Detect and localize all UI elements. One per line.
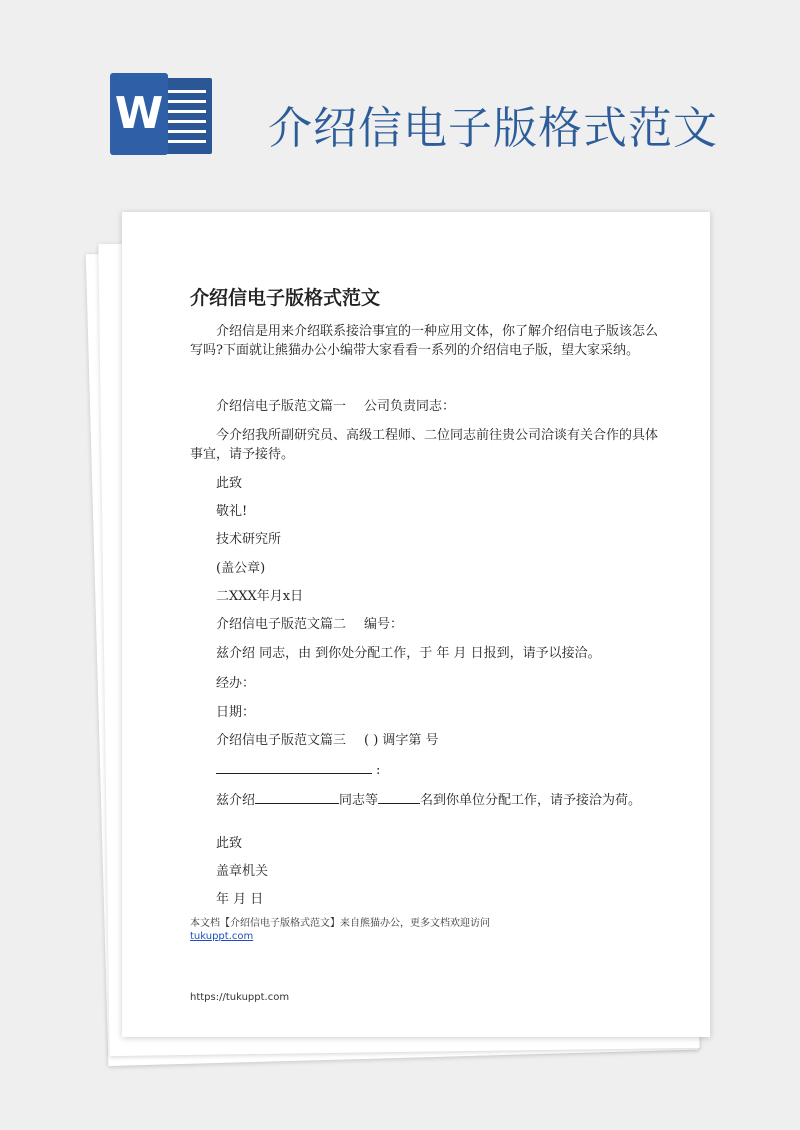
sample1-seal: (盖公章) — [216, 561, 266, 576]
name-blank — [255, 790, 339, 804]
intro-paragraph: 介绍信是用来介绍联系接洽事宜的一种应用文体，你了解介绍信电子版该怎么写吗?下面就让熊猫办公小编带大家看看一系列的介绍信电子版，望大家采纳。 — [190, 324, 659, 358]
source-note-text: 本文档【介绍信电子版格式范文】来自熊猫办公，更多文档欢迎访问 — [190, 918, 490, 929]
word-logo-icon: W — [110, 73, 168, 155]
sample2-body: 兹介绍 同志，由 到你处分配工作，于 年 月 日报到，请予以接洽。 — [216, 646, 601, 661]
sample3-closing: 此致 — [216, 836, 243, 851]
sample3-number: ( ) 调字第 号 — [364, 733, 439, 748]
sample3-seal: 盖章机关 — [216, 864, 269, 879]
recipient-blank — [216, 760, 372, 774]
sample2-heading-line — [216, 615, 403, 634]
sample1-closing2: 敬礼! — [216, 504, 248, 519]
sample2-heading: 介绍信电子版范文篇二 — [216, 617, 347, 632]
count-blank — [378, 790, 420, 804]
footer-url: https://tukuppt.com — [190, 992, 290, 1003]
sample2-handler: 经办： — [216, 676, 256, 691]
sample3-body-part3: 名到你单位分配工作，请予接洽为荷。 — [420, 793, 642, 808]
sample1-sender: 技术研究所 — [216, 532, 282, 547]
sample3-body-part1: 兹介绍 — [216, 793, 256, 808]
recipient-colon: : — [376, 763, 381, 778]
document-title: 介绍信电子版格式范文 — [190, 287, 381, 309]
sample1-heading-line — [216, 397, 455, 416]
sample2-date: 日期： — [216, 705, 256, 720]
sample3-heading: 介绍信电子版范文篇三 — [216, 733, 347, 748]
header-banner — [0, 0, 800, 200]
sample3-body — [190, 790, 660, 810]
sample1-heading: 介绍信电子版范文篇一 — [216, 399, 347, 414]
sample1-body: 今介绍我所副研究员、高级工程师、二位同志前往贵公司洽谈有关合作的具体事宜，请予接待。 — [190, 428, 659, 462]
sample1-closing1: 此致 — [216, 476, 243, 491]
source-link[interactable]: tukuppt.com — [190, 931, 254, 942]
sample3-heading-line — [216, 731, 439, 750]
sample1-date: 二XXX年月x日 — [216, 589, 304, 604]
sample3-body-part2: 同志等 — [339, 793, 379, 808]
banner-title: 介绍信电子版格式范文 — [268, 103, 718, 154]
sample2-number: 编号： — [364, 617, 404, 632]
sample3-recipient-line — [216, 760, 380, 780]
source-note — [190, 917, 490, 943]
sample1-salutation: 公司负责同志： — [364, 399, 456, 414]
sample3-date: 年 月 日 — [216, 892, 264, 907]
